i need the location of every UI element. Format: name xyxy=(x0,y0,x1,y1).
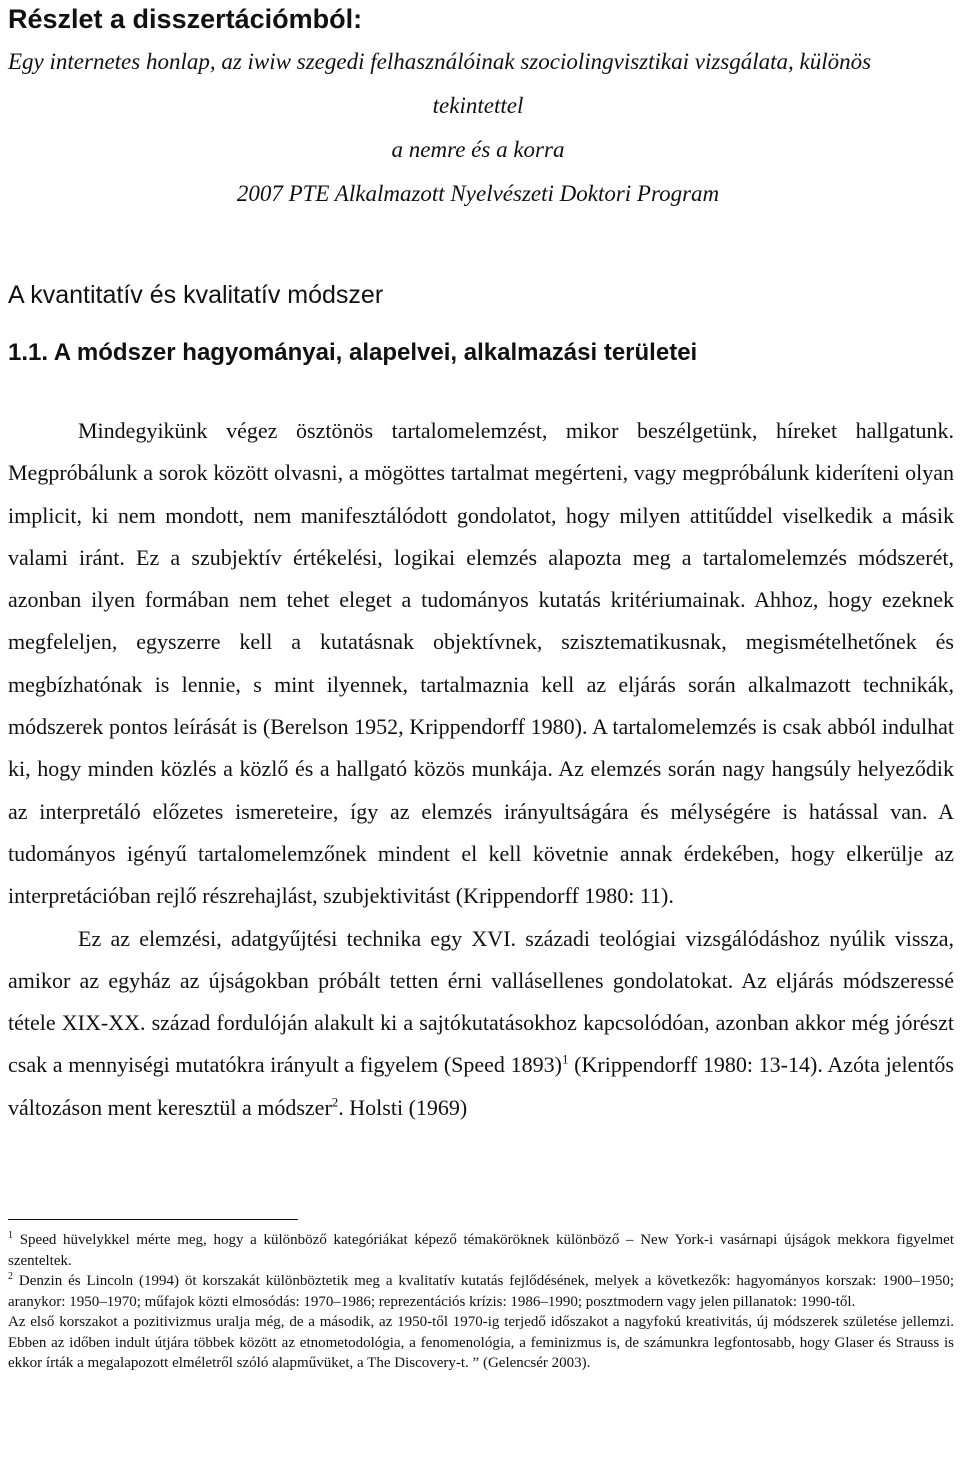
subtitle-line-3: a nemre és a korra xyxy=(391,137,565,162)
subsection-title: 1.1. A módszer hagyományai, alapelvei, alkalmazási területei xyxy=(8,339,698,366)
footnote-1 xyxy=(8,1230,954,1271)
footnote-2-continuation: Az első korszakot a pozitivizmus uralja még, de a második, az 1950-től 1970-ig terjedő időszakot a nagyfokú kreativitás, új módszerek születése jellemzi. Ebben az időben indult útjára többek között az etnometodológia, a fenomenológia, a feminizmus is, de számunkra legfontosabb, hogy Glaser és Strauss is ekkor írták a megalapozott elméletről szóló alapművüket, a The Discovery-t. ” (Gelencsér 2003). xyxy=(8,1314,954,1371)
footnotes xyxy=(8,1230,954,1374)
section-title: A kvantitatív és kvalitatív módszer xyxy=(8,281,384,309)
footnote-ref-2: 2 xyxy=(331,1094,339,1110)
paragraph-2-part-c: . Holsti (1969) xyxy=(338,1094,468,1120)
dissertation-subtitle xyxy=(8,40,948,216)
footnote-separator xyxy=(8,1219,298,1220)
footnote-2-number: 2 xyxy=(8,1271,13,1282)
paragraph-2 xyxy=(8,918,954,1129)
footnote-1-number: 1 xyxy=(8,1230,13,1241)
footnote-2-text: Denzin és Lincoln (1994) öt korszakát különböztetik meg a kvalitatív kutatás fejlődésének, melyek a következők: hagyományos korszak: 1900–1950; aranykor: 1950–1970; műfajok közti elmosódás: 1970–1986; reprezentációs krízis: 1986–1990; posztmodern vagy jelen pillanatok: 1990-től. xyxy=(8,1273,954,1310)
footnote-2 xyxy=(8,1271,954,1312)
paragraph-1: Mindegyikünk végez ösztönös tartalomelemzést, mikor beszélgetünk, híreket hallgatunk. Megpróbálunk a sorok között olvasni, a mögöttes tartalmat megérteni, vagy megpróbálunk kideríteni olyan implicit, ki nem mondott, nem manifesztálódott gondolatot, hogy milyen attitűddel viselkedik a másik valami iránt. Ez a szubjektív értékelési, logikai elemzés alapozta meg a tartalomelemzés módszerét, azonban ilyen formában nem tehet eleget a tudományos kutatás kritériumainak. Ahhoz, hogy ezeknek megfeleljen, egyszerre kell a kutatásnak objektívnek, szisztematikusnak, megismételhetőnek és megbízhatónak is lennie, s mint ilyennek, tartalmaznia kell az eljárás során alkalmazott technikák, módszerek pontos leírását is (Berelson 1952, Krippendorff 1980). A tartalomelemzés is csak abból indulhat ki, hogy minden közlés a közlő és a hallgató közös munkája. Az elemzés során nagy hangsúly helyeződik az interpretáló előzetes ismereteire, így az elemzés irányultságára és mélységére is hatással van. A tudományos igényű tartalomelemzőnek mindent el kell követnie annak érdekében, hogy elkerülje az interpretációban rejlő részrehajlást, szubjektivitást (Krippendorff 1980: 11). xyxy=(8,418,954,909)
paragraph-2-part-a: Ez az elemzési, adatgyűjtési technika egy XVI. századi teológiai vizsgálódáshoz nyúlik vissza, amikor az egyház az újságokban próbált tetten érni vallásellenes gondolatokat. Az eljárás módszeressé tétele XIX-XX. század fordulóján alakult ki a sajtókutatásokhoz kapcsolódóan, azonban akkor még jórészt csak a mennyiségi mutatókra irányult a figyelem (Speed 1893) xyxy=(8,925,954,1078)
footnote-ref-1: 1 xyxy=(561,1052,569,1068)
page-heading: Részlet a disszertációmból: xyxy=(8,4,363,34)
paragraph-2-part-b: (Krippendorff 1980: 13-14). Azóta jelentős változáson ment keresztül a módszer xyxy=(8,1052,954,1120)
subtitle-line-2: tekintettel xyxy=(432,93,524,118)
body-text xyxy=(8,410,954,1129)
footnote-1-text: Speed hüvelykkel mérte meg, hogy a különböző kategóriákat képező témaköröknek különböző – New York-i vasárnapi újságok mekkora figyelmet szenteltek. xyxy=(8,1232,954,1269)
subtitle-line-4: 2007 PTE Alkalmazott Nyelvészeti Doktori Program xyxy=(236,181,720,206)
subtitle-line-1: Egy internetes honlap, az iwiw szegedi felhasználóinak szociolingvisztikai vizsgálata, különös xyxy=(8,49,872,74)
